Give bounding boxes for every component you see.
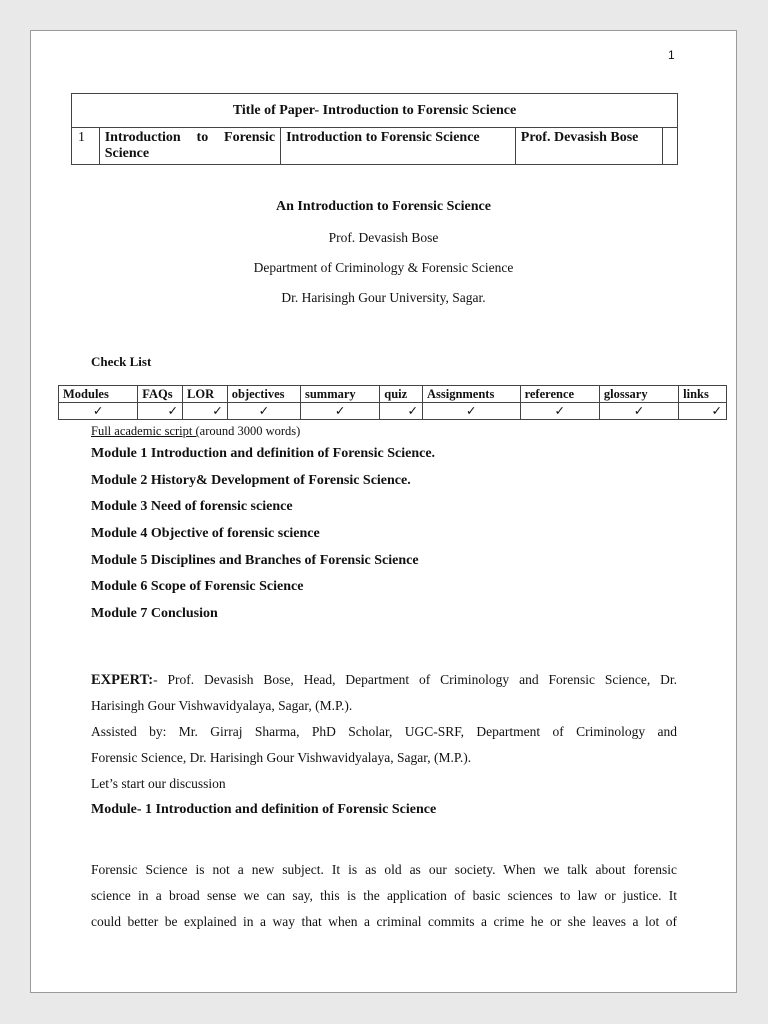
intro-paragraph <box>91 857 677 935</box>
checklist-header-glossary: glossary <box>599 386 678 403</box>
page-number: 1 <box>668 48 675 62</box>
discussion-line: Let’s start our discussion <box>91 776 226 791</box>
paper-title-table <box>71 93 678 165</box>
checklist-header-lor: LOR <box>183 386 228 403</box>
empty-cell <box>663 128 678 165</box>
checklist-header-faqs: FAQs <box>138 386 183 403</box>
author-cell: Prof. Devasish Bose <box>515 128 662 165</box>
row-number-cell: 1 <box>72 128 100 165</box>
module-item: Module 5 Disciplines and Branches of Forensic Science <box>91 552 419 568</box>
checklist-table <box>58 385 727 420</box>
checklist-mark-links: ✓ <box>679 403 727 420</box>
paragraph-line: could better be explained in a way that when a criminal commits a crime he or she leaves a lot of <box>91 914 677 929</box>
expert-line <box>91 667 677 693</box>
module-item: Module 6 Scope of Forensic Science <box>91 579 304 595</box>
paragraph-line: Forensic Science is not a new subject. It is as old as our society. When we talk about forensic <box>91 862 677 877</box>
checklist-header-links: links <box>679 386 727 403</box>
checklist-mark-quiz: ✓ <box>380 403 423 420</box>
section-heading: Module- 1 Introduction and definition of Forensic Science <box>91 802 437 817</box>
module-item: Module 1 Introduction and definition of Forensic Science. <box>91 446 436 461</box>
checklist-mark-glossary: ✓ <box>599 403 678 420</box>
paper-title-cell: Title of Paper- Introduction to Forensic Science <box>72 94 678 128</box>
academic-script-underlined: Full academic script ( <box>91 424 200 438</box>
academic-script-note <box>91 424 300 439</box>
expert-label: EXPERT: <box>91 672 154 688</box>
checklist-mark-objectives: ✓ <box>227 403 300 420</box>
module-item: Module 4 Objective of forensic science <box>91 526 320 542</box>
paragraph-line: science in a broad sense we can say, this is the application of basic sciences to law or justice. It <box>91 888 677 903</box>
paper-name-cell: Introduction to Forensic Science <box>99 128 280 165</box>
checklist-header-reference: reference <box>520 386 599 403</box>
module-name-cell: Introduction to Forensic Science <box>281 128 516 165</box>
module-item: Module 7 Conclusion <box>91 606 218 622</box>
module-list <box>91 445 435 632</box>
checklist-mark-lor: ✓ <box>183 403 228 420</box>
checklist-mark-assignments: ✓ <box>422 403 520 420</box>
checklist-header-summary: summary <box>300 386 379 403</box>
university-name: Dr. Harisingh Gour University, Sagar. <box>281 290 486 305</box>
checklist-header-quiz: quiz <box>380 386 423 403</box>
department-name: Department of Criminology & Forensic Science <box>253 260 514 275</box>
checklist-header-objectives: objectives <box>227 386 300 403</box>
assisted-line-1: Assisted by: Mr. Girraj Sharma, PhD Scholar, UGC-SRF, Department of Criminology and <box>91 724 677 739</box>
author-name: Prof. Devasish Bose <box>328 230 439 245</box>
module-item: Module 3 Need of forensic science <box>91 499 293 515</box>
module-item: Module 2 History& Development of Forensic Science. <box>91 472 411 488</box>
checklist-mark-reference: ✓ <box>520 403 599 420</box>
expert-text: - Prof. Devasish Bose, Head, Department of Criminology and Forensic Science, Dr. <box>153 672 677 687</box>
checklist-mark-faqs: ✓ <box>138 403 183 420</box>
checklist-header-modules: Modules <box>59 386 138 403</box>
checklist-mark-summary: ✓ <box>300 403 379 420</box>
document-title: An Introduction to Forensic Science <box>276 199 491 214</box>
assisted-line-2: Forensic Science, Dr. Harisingh Gour Vishwavidyalaya, Sagar, (M.P.). <box>91 750 472 765</box>
expert-line-2: Harisingh Gour Vishwavidyalaya, Sagar, (M.P.). <box>91 698 353 713</box>
checklist-label: Check List <box>91 354 152 369</box>
checklist-mark-modules: ✓ <box>59 403 138 420</box>
expert-section <box>91 667 677 823</box>
academic-script-word-count: around 3000 words) <box>199 424 301 438</box>
checklist-header-assignments: Assignments <box>422 386 520 403</box>
